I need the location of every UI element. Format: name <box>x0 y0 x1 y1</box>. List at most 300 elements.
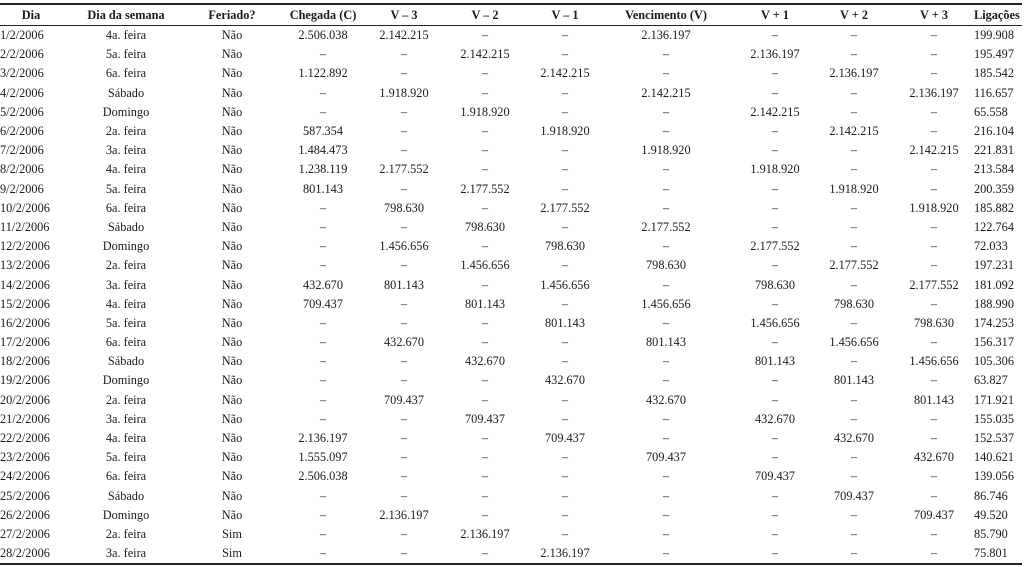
table-cell: – <box>771 431 779 446</box>
table-cell: – <box>319 85 327 100</box>
table-cell: Não <box>221 162 243 177</box>
table-cell: 4a. feira <box>105 296 147 311</box>
table-cell: 801.143 <box>303 181 343 196</box>
table-cell: 709.437 <box>914 507 954 522</box>
table-cell: 3a. feira <box>105 411 147 426</box>
column-header: V + 3 <box>920 7 948 22</box>
table-cell: – <box>561 28 569 43</box>
table-cell: 4a. feira <box>105 28 147 43</box>
table-cell: – <box>850 469 858 484</box>
table-cell: – <box>930 546 938 561</box>
table-cell: 1.918.920 <box>909 200 959 215</box>
table-cell: – <box>930 162 938 177</box>
table-cell: – <box>481 28 489 43</box>
table-cell: 798.630 <box>914 315 954 330</box>
table-cell: – <box>561 526 569 541</box>
column-header: V – 1 <box>551 7 579 22</box>
table-cell: 801.143 <box>646 335 686 350</box>
table-cell: 200.359 <box>974 181 1014 196</box>
table-cell: 5a. feira <box>105 450 147 465</box>
table-cell: Não <box>221 239 243 254</box>
table-cell: 2.177.552 <box>460 181 510 196</box>
table-cell: Não <box>221 431 243 446</box>
table-cell: – <box>930 373 938 388</box>
table-row <box>0 429 1022 448</box>
table-cell: 2.506.038 <box>298 28 348 43</box>
table-cell: 432.670 <box>755 411 795 426</box>
table-cell: 20/2/2006 <box>0 392 50 407</box>
table-cell: 174.253 <box>974 315 1014 330</box>
table-cell: 8/2/2006 <box>0 162 44 177</box>
table-cell: – <box>561 258 569 273</box>
table-cell: Não <box>221 450 243 465</box>
table-cell: 2.136.197 <box>750 47 800 62</box>
table-row <box>0 295 1022 314</box>
column-header: Ligações <box>974 7 1020 22</box>
table-cell: Domingo <box>102 373 150 388</box>
table-cell: 709.437 <box>545 431 585 446</box>
table-cell: 27/2/2006 <box>0 526 50 541</box>
table-cell: – <box>481 469 489 484</box>
column-header: Dia <box>21 7 41 22</box>
table-cell: 26/2/2006 <box>0 507 50 522</box>
table-cell: – <box>771 488 779 503</box>
table-cell: – <box>561 354 569 369</box>
table-cell: 181.092 <box>974 277 1014 292</box>
table-cell: – <box>400 258 408 273</box>
table-cell: 188.990 <box>974 296 1014 311</box>
table-cell: Não <box>221 47 243 62</box>
table-cell: – <box>481 431 489 446</box>
table-cell: 2a. feira <box>105 124 147 139</box>
table-cell: 1.918.920 <box>641 143 691 158</box>
table-cell: – <box>400 450 408 465</box>
table-cell: – <box>400 373 408 388</box>
table-cell: 798.630 <box>834 296 874 311</box>
table-cell: – <box>662 546 670 561</box>
table-cell: 11/2/2006 <box>0 219 50 234</box>
table-cell: – <box>771 124 779 139</box>
table-cell: – <box>662 488 670 503</box>
table-row <box>0 122 1022 141</box>
table-row <box>0 141 1022 160</box>
table-cell: Não <box>221 66 243 81</box>
table-cell: 14/2/2006 <box>0 277 50 292</box>
table-cell: 1.456.656 <box>909 354 959 369</box>
table-cell: – <box>771 200 779 215</box>
table-cell: 5a. feira <box>105 315 147 330</box>
table-cell: Não <box>221 143 243 158</box>
table-cell: – <box>850 277 858 292</box>
table-cell: Não <box>221 354 243 369</box>
table-cell: 17/2/2006 <box>0 335 50 350</box>
table-cell: – <box>400 488 408 503</box>
table-cell: 2.177.552 <box>829 258 879 273</box>
table-cell: – <box>850 47 858 62</box>
table-cell: 152.537 <box>974 431 1014 446</box>
table-cell: Não <box>221 335 243 350</box>
table-cell: – <box>400 66 408 81</box>
table-cell: – <box>481 373 489 388</box>
table-cell: – <box>850 354 858 369</box>
table-cell: – <box>850 315 858 330</box>
table-cell: – <box>481 200 489 215</box>
table-cell: – <box>319 392 327 407</box>
table-cell: 5a. feira <box>105 47 147 62</box>
table-cell: – <box>662 181 670 196</box>
table-cell: 2.136.197 <box>641 28 691 43</box>
table-row <box>0 391 1022 410</box>
table-cell: Não <box>221 296 243 311</box>
table-cell: 75.801 <box>974 546 1008 561</box>
table-cell: Sim <box>222 546 242 561</box>
table-cell: 3a. feira <box>105 143 147 158</box>
table-cell: 4/2/2006 <box>0 85 44 100</box>
table-cell: Não <box>221 373 243 388</box>
table-cell: – <box>771 296 779 311</box>
table-cell: – <box>662 104 670 119</box>
table-cell: – <box>319 104 327 119</box>
table-cell: 2.136.197 <box>460 526 510 541</box>
table-cell: – <box>662 526 670 541</box>
table-cell: – <box>930 124 938 139</box>
table-cell: Não <box>221 277 243 292</box>
table-cell: 5/2/2006 <box>0 104 44 119</box>
table-cell: 139.056 <box>974 469 1014 484</box>
table-cell: 1.456.656 <box>460 258 510 273</box>
table-cell: Sim <box>222 526 242 541</box>
table-cell: 65.558 <box>974 104 1008 119</box>
table-cell: 195.497 <box>974 47 1014 62</box>
table-cell: Não <box>221 469 243 484</box>
table-cell: 5a. feira <box>105 181 147 196</box>
table-cell: 197.231 <box>974 258 1014 273</box>
table-cell: 105.306 <box>974 354 1014 369</box>
column-header: Dia da semana <box>87 7 165 22</box>
table-cell: 1/2/2006 <box>0 28 44 43</box>
table-row <box>0 26 1022 46</box>
table-cell: – <box>400 47 408 62</box>
table-cell: – <box>930 469 938 484</box>
table-cell: Domingo <box>102 239 150 254</box>
table-cell: – <box>561 181 569 196</box>
table-cell: – <box>400 431 408 446</box>
table-body <box>0 26 1022 565</box>
table-cell: 2.142.215 <box>460 47 510 62</box>
table-cell: – <box>561 104 569 119</box>
table-row <box>0 218 1022 237</box>
table-cell: – <box>930 258 938 273</box>
table-cell: 1.238.119 <box>298 162 348 177</box>
table-cell: 86.746 <box>974 488 1008 503</box>
table-cell: 21/2/2006 <box>0 411 50 426</box>
table-cell: – <box>400 526 408 541</box>
table-cell: – <box>400 143 408 158</box>
table-cell: 587.354 <box>303 124 343 139</box>
table-cell: – <box>561 469 569 484</box>
table-cell: – <box>561 85 569 100</box>
table-cell: – <box>771 450 779 465</box>
table-row <box>0 333 1022 352</box>
table-cell: 2.142.215 <box>909 143 959 158</box>
table-cell: 19/2/2006 <box>0 373 50 388</box>
table-cell: – <box>771 526 779 541</box>
table-cell: 116.657 <box>974 85 1014 100</box>
table-cell: – <box>319 373 327 388</box>
table-cell: 2.177.552 <box>540 200 590 215</box>
table-cell: – <box>400 315 408 330</box>
table-cell: – <box>481 162 489 177</box>
table-cell: – <box>561 450 569 465</box>
table-cell: 3a. feira <box>105 277 147 292</box>
table-cell: 6a. feira <box>105 335 147 350</box>
table-cell: – <box>481 143 489 158</box>
table-cell: Sábado <box>107 85 145 100</box>
table-cell: – <box>561 335 569 350</box>
table-cell: – <box>771 546 779 561</box>
table-row <box>0 160 1022 179</box>
table-cell: 122.764 <box>974 219 1014 234</box>
table-row <box>0 314 1022 333</box>
table-cell: 432.670 <box>303 277 343 292</box>
table-cell: 185.882 <box>974 200 1014 215</box>
table-cell: 2.177.552 <box>750 239 800 254</box>
table-cell: 2.136.197 <box>379 507 429 522</box>
table-cell: 28/2/2006 <box>0 546 50 561</box>
table-cell: 185.542 <box>974 66 1014 81</box>
table-cell: 709.437 <box>303 296 343 311</box>
table-cell: 1.918.920 <box>540 124 590 139</box>
data-table <box>0 3 1022 565</box>
table-cell: – <box>662 162 670 177</box>
table-cell: Sábado <box>107 488 145 503</box>
table-cell: Não <box>221 411 243 426</box>
table-cell: Não <box>221 181 243 196</box>
table-row <box>0 525 1022 544</box>
table-row <box>0 180 1022 199</box>
table-cell: 171.921 <box>974 392 1014 407</box>
table-cell: – <box>850 239 858 254</box>
table-cell: Não <box>221 315 243 330</box>
table-cell: – <box>771 335 779 350</box>
table-cell: 709.437 <box>755 469 795 484</box>
table-row <box>0 506 1022 525</box>
table-cell: – <box>481 66 489 81</box>
table-cell: 4a. feira <box>105 431 147 446</box>
table-cell: – <box>662 507 670 522</box>
table-cell: – <box>319 47 327 62</box>
table-cell: – <box>850 526 858 541</box>
table-cell: – <box>400 219 408 234</box>
table-cell: Não <box>221 258 243 273</box>
table-cell: – <box>481 488 489 503</box>
table-cell: 709.437 <box>465 411 505 426</box>
table-cell: – <box>319 239 327 254</box>
table-cell: – <box>481 124 489 139</box>
column-header: V + 1 <box>761 7 789 22</box>
column-header: Feriado? <box>208 7 256 22</box>
table-cell: – <box>850 85 858 100</box>
table-cell: 1.456.656 <box>641 296 691 311</box>
table-cell: – <box>850 28 858 43</box>
table-cell: – <box>662 66 670 81</box>
table-cell: – <box>850 507 858 522</box>
table-cell: 432.670 <box>465 354 505 369</box>
table-cell: – <box>850 200 858 215</box>
table-cell: 15/2/2006 <box>0 296 50 311</box>
table-cell: 1.918.920 <box>829 181 879 196</box>
table-cell: – <box>319 200 327 215</box>
table-cell: – <box>662 431 670 446</box>
column-header: Vencimento (V) <box>625 7 707 22</box>
table-cell: – <box>481 315 489 330</box>
table-cell: 2.136.197 <box>540 546 590 561</box>
table-cell: Não <box>221 392 243 407</box>
table-cell: – <box>662 47 670 62</box>
table-cell: – <box>561 143 569 158</box>
table-cell: 2.142.215 <box>540 66 590 81</box>
table-cell: – <box>400 181 408 196</box>
table-cell: – <box>930 296 938 311</box>
table-cell: – <box>561 507 569 522</box>
table-cell: 801.143 <box>834 373 874 388</box>
table-cell: – <box>319 219 327 234</box>
table-cell: 709.437 <box>834 488 874 503</box>
table-row <box>0 64 1022 83</box>
table-cell: Não <box>221 200 243 215</box>
table-row <box>0 371 1022 390</box>
table-row <box>0 487 1022 506</box>
table-cell: – <box>561 392 569 407</box>
table-cell: Sábado <box>107 354 145 369</box>
table-cell: 798.630 <box>545 239 585 254</box>
table-cell: 1.456.656 <box>829 335 879 350</box>
table-cell: – <box>930 219 938 234</box>
table-cell: – <box>771 219 779 234</box>
table-cell: Domingo <box>102 104 150 119</box>
table-cell: – <box>850 450 858 465</box>
table-row <box>0 544 1022 564</box>
table-cell: Não <box>221 104 243 119</box>
column-header: V – 3 <box>390 7 418 22</box>
table-cell: 3/2/2006 <box>0 66 44 81</box>
table-cell: – <box>662 411 670 426</box>
table-cell: – <box>850 392 858 407</box>
table-cell: – <box>319 411 327 426</box>
table-cell: – <box>319 488 327 503</box>
table-cell: 2.177.552 <box>909 277 959 292</box>
table-cell: – <box>930 239 938 254</box>
table-cell: – <box>662 354 670 369</box>
table-cell: 1.456.656 <box>750 315 800 330</box>
table-cell: Não <box>221 124 243 139</box>
table-cell: Não <box>221 488 243 503</box>
table-cell: – <box>850 411 858 426</box>
table-cell: – <box>561 296 569 311</box>
table-cell: 709.437 <box>646 450 686 465</box>
table-cell: – <box>400 469 408 484</box>
table-cell: 801.143 <box>545 315 585 330</box>
table-cell: – <box>771 66 779 81</box>
table-row <box>0 199 1022 218</box>
table-cell: Não <box>221 85 243 100</box>
table-cell: 432.670 <box>914 450 954 465</box>
table-cell: 709.437 <box>384 392 424 407</box>
table-cell: – <box>481 335 489 350</box>
table-cell: 2.177.552 <box>379 162 429 177</box>
table-cell: 2.177.552 <box>641 219 691 234</box>
table-cell: – <box>481 546 489 561</box>
table-cell: 85.790 <box>974 526 1008 541</box>
table-cell: 2.136.197 <box>298 431 348 446</box>
table-cell: 798.630 <box>646 258 686 273</box>
table-cell: – <box>930 526 938 541</box>
table-row <box>0 84 1022 103</box>
table-cell: – <box>930 181 938 196</box>
table-cell: – <box>319 335 327 350</box>
table-cell: – <box>930 431 938 446</box>
table-cell: 140.621 <box>974 450 1014 465</box>
table-cell: 1.484.473 <box>298 143 348 158</box>
table-cell: – <box>319 354 327 369</box>
table-cell: – <box>400 354 408 369</box>
table-cell: – <box>771 181 779 196</box>
column-header: V + 2 <box>840 7 868 22</box>
table-cell: 9/2/2006 <box>0 181 44 196</box>
table-cell: 221.831 <box>974 143 1014 158</box>
table-cell: Sábado <box>107 219 145 234</box>
table-cell: 2.142.215 <box>641 85 691 100</box>
table-cell: 12/2/2006 <box>0 239 50 254</box>
table-cell: 798.630 <box>755 277 795 292</box>
table-row <box>0 103 1022 122</box>
table-cell: – <box>850 143 858 158</box>
table-cell: 213.584 <box>974 162 1014 177</box>
table-cell: – <box>930 66 938 81</box>
table-cell: 7/2/2006 <box>0 143 44 158</box>
table-cell: – <box>930 335 938 350</box>
table-cell: 432.670 <box>646 392 686 407</box>
table-cell: – <box>771 507 779 522</box>
table-cell: 6a. feira <box>105 469 147 484</box>
table-cell: – <box>771 373 779 388</box>
table-cell: 2.136.197 <box>829 66 879 81</box>
table-cell: – <box>400 546 408 561</box>
table-row <box>0 352 1022 371</box>
table-cell: – <box>319 507 327 522</box>
table-cell: 1.918.920 <box>750 162 800 177</box>
table-row <box>0 410 1022 429</box>
column-header: V – 2 <box>471 7 499 22</box>
table-cell: – <box>561 488 569 503</box>
table-cell: 2.142.215 <box>829 124 879 139</box>
table-cell: – <box>771 392 779 407</box>
table-row <box>0 256 1022 275</box>
table-cell: – <box>662 200 670 215</box>
table-cell: 801.143 <box>465 296 505 311</box>
table-cell: 216.104 <box>974 124 1014 139</box>
table-cell: – <box>930 488 938 503</box>
table-row <box>0 448 1022 467</box>
table-cell: – <box>481 392 489 407</box>
table-cell: – <box>771 143 779 158</box>
table-cell: 156.317 <box>974 335 1014 350</box>
table-cell: – <box>481 450 489 465</box>
table-cell: – <box>400 411 408 426</box>
table-cell: – <box>561 219 569 234</box>
table-cell: 798.630 <box>384 200 424 215</box>
table-row <box>0 45 1022 64</box>
